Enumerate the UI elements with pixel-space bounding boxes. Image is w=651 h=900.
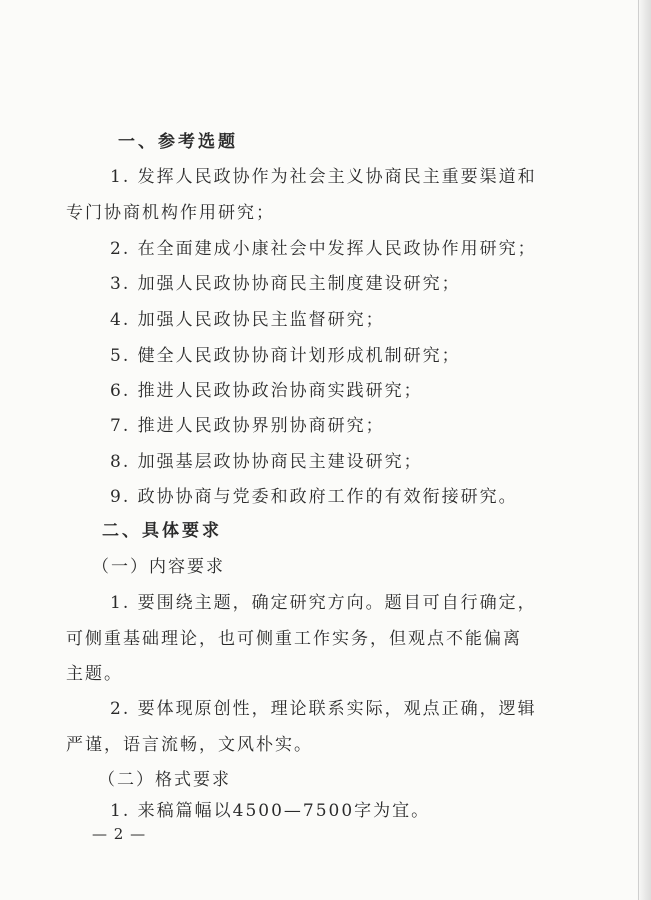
content-req-line-5: 严谨，语言流畅，文风朴实。	[66, 735, 313, 755]
subsection2-heading: （二）格式要求	[98, 770, 231, 790]
topic-line-1-cont: 专门协商机构作用研究；	[66, 203, 275, 223]
topic-line-7: 7. 推进人民政协界别协商研究；	[110, 416, 385, 436]
section1-heading: 一、参考选题	[118, 132, 238, 152]
topic-line-1: 1. 发挥人民政协作为社会主义协商民主重要渠道和	[110, 167, 537, 187]
topic-line-6: 6. 推进人民政协政治协商实践研究；	[110, 381, 423, 401]
topic-line-8: 8. 加强基层政协协商民主建设研究；	[110, 452, 423, 472]
format-req-line-1: 1. 来稿篇幅以4500—7500字为宜。	[110, 801, 431, 821]
topic-line-3: 3. 加强人民政协协商民主制度建设研究；	[110, 274, 461, 294]
topic-line-4: 4. 加强人民政协民主监督研究；	[110, 310, 385, 330]
topic-line-5: 5. 健全人民政协协商计划形成机制研究；	[110, 346, 461, 366]
subsection1-heading: （一）内容要求	[92, 557, 225, 577]
content-req-line-4: 2. 要体现原创性，理论联系实际，观点正确，逻辑	[110, 699, 537, 719]
page-number: — 2 —	[92, 825, 147, 843]
page-edge-line	[638, 0, 639, 900]
content-req-line-3: 主题。	[66, 664, 123, 684]
content-req-line-2: 可侧重基础理论，也可侧重工作实务，但观点不能偏离	[66, 629, 522, 649]
content-req-line-1: 1. 要围绕主题，确定研究方向。题目可自行确定，	[110, 593, 537, 613]
page-edge-shadow	[637, 0, 651, 900]
topic-line-2: 2. 在全面建成小康社会中发挥人民政协作用研究；	[110, 239, 537, 259]
section2-heading: 二、具体要求	[102, 521, 222, 541]
topic-line-9: 9. 政协协商与党委和政府工作的有效衔接研究。	[110, 487, 518, 507]
